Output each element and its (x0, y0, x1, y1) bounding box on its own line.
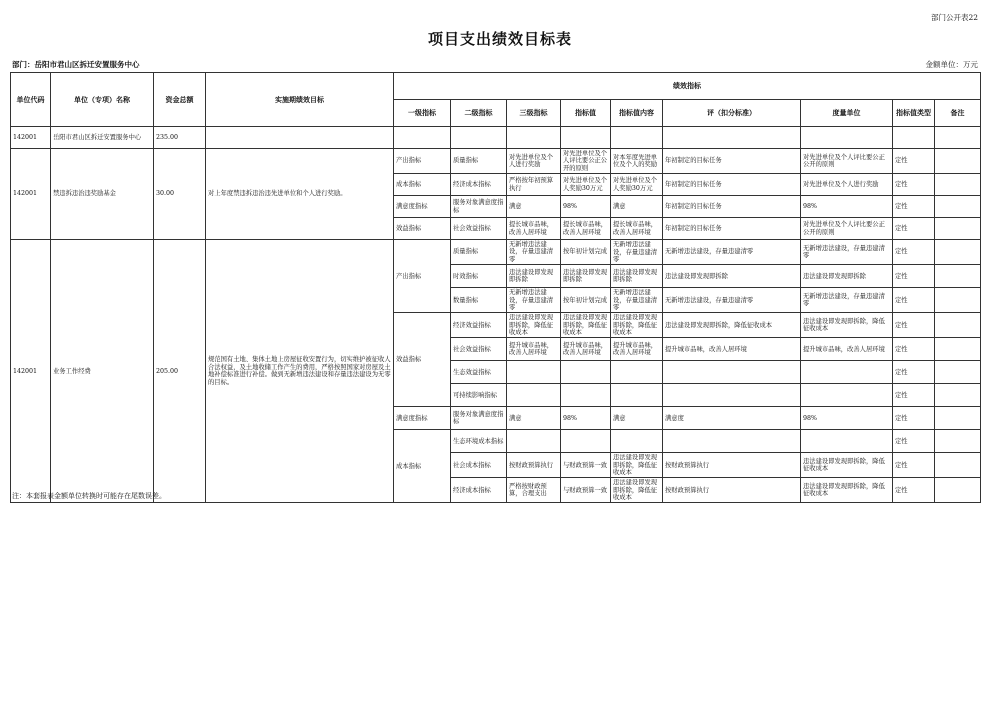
table-row (11, 149, 981, 174)
header-unit-name: 单位（专项）名称 (51, 73, 154, 127)
content-cell: 对本年度先进单位及个人的奖励 (611, 149, 663, 174)
value-cell: 提升城市品味，改善人居环境 (561, 338, 611, 361)
value-cell: 按年初计划完成 (561, 240, 611, 265)
value-cell: 按年初计划完成 (561, 288, 611, 313)
level3-cell: 满意 (507, 196, 561, 218)
content-cell: 提升城市品味，改善人居环境 (611, 338, 663, 361)
scoring-cell (663, 361, 801, 384)
value-cell (561, 384, 611, 407)
measure-cell: 对先进单位及个人评比要公正公开的原则 (801, 149, 893, 174)
level3-cell (507, 361, 561, 384)
content-cell (611, 430, 663, 453)
scoring-cell: 年初制定的目标任务 (663, 149, 801, 174)
scoring-cell: 按财政预算执行 (663, 453, 801, 478)
header-unit-code: 单位代码 (11, 73, 51, 127)
header-scoring: 评（扣分标准） (663, 100, 801, 127)
project1-name: 禁违拆违治违奖励基金 (51, 149, 154, 240)
type-cell: 定性 (893, 149, 935, 174)
type-cell: 定性 (893, 218, 935, 240)
content-cell (611, 361, 663, 384)
measure-cell: 违法建设即发现即拆除，降低征收成本 (801, 313, 893, 338)
level3-cell (507, 430, 561, 453)
content-cell: 满意 (611, 196, 663, 218)
measure-cell: 对先进单位及个人进行奖励 (801, 174, 893, 196)
value-cell: 对先进单位及个人评比要公正公开的原则 (561, 149, 611, 174)
level1-cell: 效益指标 (394, 313, 451, 407)
scoring-cell: 无新增违法建设，存量违建清零 (663, 288, 801, 313)
measure-cell: 违法建设即发现即拆除 (801, 265, 893, 288)
value-cell: 与财政预算一致 (561, 478, 611, 503)
header-remarks: 备注 (935, 100, 981, 127)
type-cell: 定性 (893, 240, 935, 265)
measure-cell: 违法建设即发现即拆除，降低征收成本 (801, 478, 893, 503)
header-level2: 二级指标 (451, 100, 507, 127)
content-cell: 违法建设即发现即拆除，降低征收成本 (611, 478, 663, 503)
level3-cell: 严格按年初预算执行 (507, 174, 561, 196)
measure-cell (801, 361, 893, 384)
content-cell: 满意 (611, 407, 663, 430)
scoring-cell: 提升城市品味，改善人居环境 (663, 338, 801, 361)
type-cell: 定性 (893, 265, 935, 288)
header-value-type: 指标值类型 (893, 100, 935, 127)
type-cell: 定性 (893, 407, 935, 430)
scoring-cell: 年初制定的目标任务 (663, 218, 801, 240)
level3-cell: 严格按财政预算，合理支出 (507, 478, 561, 503)
level2-cell: 质量指标 (451, 240, 507, 265)
measure-cell: 无新增违法建设，存量违建清零 (801, 240, 893, 265)
measure-cell: 提升城市品味，改善人居环境 (801, 338, 893, 361)
level2-cell: 生态环境成本指标 (451, 430, 507, 453)
level1-cell: 成本指标 (394, 174, 451, 196)
level1-cell: 成本指标 (394, 430, 451, 503)
level3-cell (507, 384, 561, 407)
content-cell: 无新增违法建设，存量违建清零 (611, 288, 663, 313)
level3-cell: 对先进单位及个人进行奖励 (507, 149, 561, 174)
value-cell: 98% (561, 196, 611, 218)
value-cell: 违法建设即发现即拆除，降低征收成本 (561, 313, 611, 338)
content-cell (611, 384, 663, 407)
project2-name: 业务工作经费 (51, 240, 154, 503)
type-cell: 定性 (893, 384, 935, 407)
level1-cell: 满意度指标 (394, 407, 451, 430)
value-cell: 与财政预算一致 (561, 453, 611, 478)
performance-target-table (10, 72, 981, 503)
value-cell (561, 430, 611, 453)
header-indicators: 绩效指标 (394, 73, 981, 100)
level2-cell: 经济效益指标 (451, 313, 507, 338)
level2-cell: 社会成本指标 (451, 453, 507, 478)
level1-cell: 满意度指标 (394, 196, 451, 218)
scoring-cell: 满意度 (663, 407, 801, 430)
type-cell: 定性 (893, 338, 935, 361)
project2-code: 142001 (11, 240, 51, 503)
level2-cell: 生态效益指标 (451, 361, 507, 384)
scoring-cell (663, 384, 801, 407)
header-value-content: 指标值内容 (611, 100, 663, 127)
level3-cell: 违法建设即发现即拆除 (507, 265, 561, 288)
department-label: 部门：岳阳市君山区拆迁安置服务中心 (12, 60, 140, 69)
footnote: 注：本套报表金额单位转换时可能存在尾数误差。 (12, 492, 166, 500)
level2-cell: 社会效益指标 (451, 218, 507, 240)
summary-amount: 235.00 (154, 127, 206, 149)
level1-cell: 产出指标 (394, 240, 451, 313)
content-cell: 对先进单位及个人奖励30万元 (611, 174, 663, 196)
value-cell (561, 361, 611, 384)
header-level3: 三级指标 (507, 100, 561, 127)
page-title: 项目支出绩效目标表 (427, 30, 572, 48)
page-code: 部门公开表22 (930, 13, 978, 22)
level2-cell: 服务对象满意度指标 (451, 407, 507, 430)
header-total-funds: 资金总额 (154, 73, 206, 127)
scoring-cell: 违法建设即发现即拆除 (663, 265, 801, 288)
value-cell: 对先进单位及个人奖励30万元 (561, 174, 611, 196)
level3-cell: 无新增违法建设，存量违建清零 (507, 240, 561, 265)
value-cell: 提长城市品味，改善人居环境 (561, 218, 611, 240)
type-cell: 定性 (893, 361, 935, 384)
summary-code: 142001 (11, 127, 51, 149)
level3-cell: 违法建设即发现即拆除，降低征收成本 (507, 313, 561, 338)
header-value: 指标值 (561, 100, 611, 127)
level3-cell: 提长城市品味，改善人居环境 (507, 218, 561, 240)
value-cell: 98% (561, 407, 611, 430)
level2-cell: 社会效益指标 (451, 338, 507, 361)
project2-amount: 205.00 (154, 240, 206, 503)
level1-cell: 产出指标 (394, 149, 451, 174)
type-cell: 定性 (893, 313, 935, 338)
measure-cell: 违法建设即发现即拆除，降低征收成本 (801, 453, 893, 478)
scoring-cell: 按财政预算执行 (663, 478, 801, 503)
type-cell: 定性 (893, 196, 935, 218)
level2-cell: 可持续影响指标 (451, 384, 507, 407)
scoring-cell: 年初制定的目标任务 (663, 174, 801, 196)
scoring-cell: 年初制定的目标任务 (663, 196, 801, 218)
content-cell: 违法建设即发现即拆除，降低征收成本 (611, 313, 663, 338)
header-measure-unit: 度量单位 (801, 100, 893, 127)
measure-cell: 98% (801, 407, 893, 430)
level2-cell: 时效指标 (451, 265, 507, 288)
measure-cell: 无新增违法建设，存量违建清零 (801, 288, 893, 313)
measure-cell (801, 430, 893, 453)
content-cell: 提长城市品味，改善人居环境 (611, 218, 663, 240)
project1-code: 142001 (11, 149, 51, 240)
level3-cell: 提升城市品味，改善人居环境 (507, 338, 561, 361)
table-row (11, 127, 981, 149)
currency-unit-label: 金额单位：万元 (925, 60, 978, 69)
type-cell: 定性 (893, 174, 935, 196)
project1-target: 对上年度禁违拆违治违先进单位和个人进行奖励。 (206, 149, 394, 240)
type-cell: 定性 (893, 288, 935, 313)
summary-name: 岳阳市君山区拆迁安置服务中心 (51, 127, 154, 149)
type-cell: 定性 (893, 453, 935, 478)
scoring-cell (663, 430, 801, 453)
level3-cell: 满意 (507, 407, 561, 430)
measure-cell: 98% (801, 196, 893, 218)
header-level1: 一级指标 (394, 100, 451, 127)
content-cell: 无新增违法建设，存量违建清零 (611, 240, 663, 265)
project1-amount: 30.00 (154, 149, 206, 240)
type-cell: 定性 (893, 478, 935, 503)
level1-cell: 效益指标 (394, 218, 451, 240)
level2-cell: 数量指标 (451, 288, 507, 313)
scoring-cell: 无新增违法建设，存量违建清零 (663, 240, 801, 265)
level2-cell: 经济成本指标 (451, 478, 507, 503)
value-cell: 违法建设即发现即拆除 (561, 265, 611, 288)
type-cell: 定性 (893, 430, 935, 453)
measure-cell: 对先进单位及个人评比要公正公开的原则 (801, 218, 893, 240)
level2-cell: 质量指标 (451, 149, 507, 174)
level3-cell: 按财政预算执行 (507, 453, 561, 478)
header-target: 实施期绩效目标 (206, 73, 394, 127)
level2-cell: 服务对象满意度指标 (451, 196, 507, 218)
level2-cell: 经济成本指标 (451, 174, 507, 196)
scoring-cell: 违法建设即发现即拆除，降低征收成本 (663, 313, 801, 338)
measure-cell (801, 384, 893, 407)
content-cell: 违法建设即发现即拆除 (611, 265, 663, 288)
table-row (11, 240, 981, 265)
content-cell: 违法建设即发现即拆除，降低征收成本 (611, 453, 663, 478)
project2-target: 规范国有土地、集体土地上房屋征收安置行为，切实维护被征收人合法权益，及土地收储工作产生的费用，严格按照国家对房屋及土地补偿标准进行补偿。做到无新增违法建设和存量违法建设为无零的目标。 (206, 240, 394, 503)
level3-cell: 无新增违法建设，存量违建清零 (507, 288, 561, 313)
